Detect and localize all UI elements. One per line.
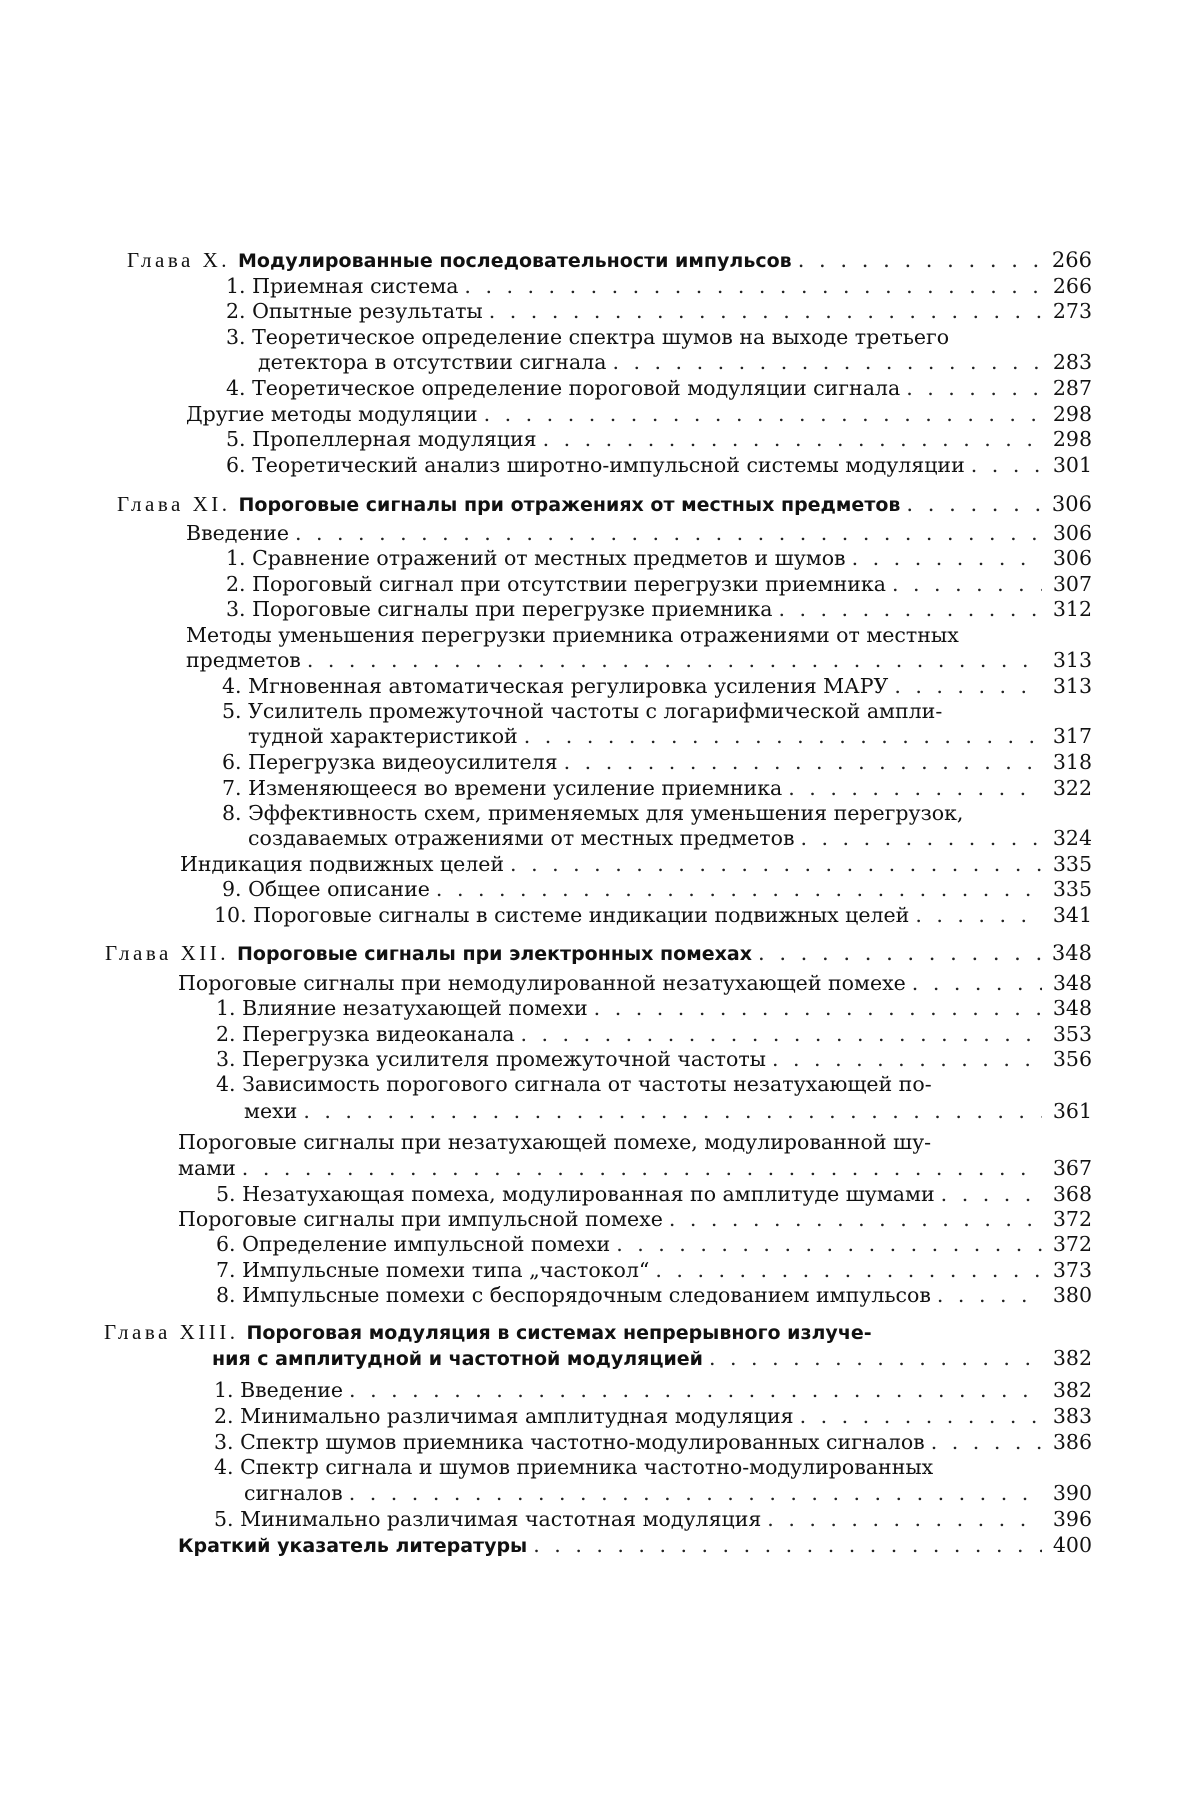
toc-entry (258, 350, 1092, 375)
entry-title: 10. Пороговые сигналы в системе индикации подвижных целей (214, 903, 910, 927)
chapter-12-heading (105, 941, 1092, 967)
entry-title: 1. Сравнение отражений от местных предметов и шумов (226, 546, 846, 570)
entry-title: 3. Пороговые сигналы при перегрузке приемника (226, 597, 773, 621)
page-number: 386 (1052, 1430, 1092, 1454)
chapter-title: Пороговые сигналы при электронных помехах (236, 943, 752, 965)
dot-leader (616, 1232, 1042, 1257)
dot-leader (349, 1481, 1042, 1506)
entry-title: 6. Теоретический анализ широтно-импульсной системы модуляции (226, 453, 965, 477)
toc-section (186, 648, 1092, 673)
entry-title: 7. Импульсные помехи типа „частокол“ (216, 1258, 650, 1282)
dot-leader (489, 299, 1042, 324)
dot-leader (533, 1533, 1042, 1558)
page-number: 367 (1052, 1156, 1092, 1180)
entry-title: 8. Импульсные помехи с беспорядочным следованием импульсов (216, 1283, 931, 1307)
page-number: 380 (1052, 1283, 1092, 1307)
page-number: 348 (1051, 941, 1092, 965)
page-number: 348 (1052, 971, 1092, 995)
dot-leader (778, 597, 1042, 622)
entry-title: мехи (244, 1099, 298, 1123)
toc-entry (214, 1378, 1092, 1403)
entry-title: тудной характеристикой (248, 724, 518, 748)
chapter-13-heading-continued (212, 1346, 1092, 1372)
entry-title: 6. Перегрузка видеоусилителя (222, 750, 558, 774)
page-number: 322 (1052, 776, 1092, 800)
toc-entry-continued: 4. Зависимость порогового сигнала от частоты незатухающей по- (216, 1072, 932, 1096)
chapter-10-heading (127, 248, 1092, 274)
toc-section-continued: Пороговые сигналы при незатухающей помехе, модулированной шу- (178, 1130, 932, 1154)
page-number: 266 (1051, 248, 1092, 272)
entry-title: Другие методы модуляции (186, 402, 478, 426)
toc-entry-continued: 8. Эффективность схем, применяемых для уменьшения перегрузок, (222, 801, 964, 825)
dot-leader (242, 1156, 1042, 1181)
page-number: 372 (1052, 1232, 1092, 1256)
toc-section (186, 521, 1092, 546)
dot-leader (772, 1047, 1042, 1072)
dot-leader (915, 903, 1042, 928)
dot-leader (892, 572, 1042, 597)
entry-title: 1. Влияние незатухающей помехи (216, 996, 588, 1020)
entry-title: Индикация подвижных целей (180, 852, 505, 876)
entry-title: 1. Введение (214, 1378, 344, 1402)
entry-title: 5. Незатухающая помеха, модулированная по амплитуде шумами (216, 1182, 935, 1206)
toc-entry (226, 572, 1092, 597)
dot-leader (906, 492, 1042, 517)
toc-entry (244, 1099, 1092, 1124)
entry-title: 5. Минимально различимая частотная модуляция (214, 1507, 762, 1531)
entry-title: 3. Спектр шумов приемника частотно-модулированных сигналов (214, 1430, 925, 1454)
toc-entry (216, 1232, 1092, 1257)
dot-leader (941, 1182, 1042, 1207)
chapter-title-line1: Пороговая модуляция в системах непрерывного излуче- (246, 1322, 872, 1344)
toc-section (178, 1156, 1092, 1181)
dot-leader (484, 402, 1042, 427)
page-number: 382 (1052, 1346, 1092, 1370)
entry-title: 3. Перегрузка усилителя промежуточной частоты (216, 1047, 766, 1071)
page-number: 356 (1052, 1047, 1092, 1071)
chapter-11-heading (117, 492, 1092, 518)
dot-leader (594, 996, 1042, 1021)
dot-leader (788, 776, 1042, 801)
toc-entry (248, 724, 1092, 749)
page-number: 266 (1052, 274, 1092, 298)
dot-leader (852, 546, 1042, 571)
entry-title: 9. Общее описание (222, 877, 430, 901)
chapter-title-line2: ния с амплитудной и частотной модуляцией (212, 1348, 703, 1370)
dot-leader (464, 274, 1042, 299)
toc-section (186, 402, 1092, 427)
dot-leader (564, 750, 1042, 775)
page-number: 307 (1052, 572, 1092, 596)
chapter-title: Модулированные последовательности импульсов (238, 250, 792, 272)
dot-leader (894, 674, 1042, 699)
dot-leader (612, 350, 1042, 375)
toc-entry (216, 1047, 1092, 1072)
dot-leader (295, 521, 1042, 546)
page-number: 373 (1052, 1258, 1092, 1282)
chapter-label: Глава X. (127, 248, 230, 272)
dot-leader (800, 826, 1042, 851)
toc-entry (248, 826, 1092, 851)
toc-entry (222, 877, 1092, 902)
page-number: 341 (1052, 903, 1092, 927)
page-number: 313 (1052, 674, 1092, 698)
page-number: 318 (1052, 750, 1092, 774)
chapter-label: Глава XIII. (104, 1320, 239, 1344)
dot-leader (655, 1258, 1042, 1283)
toc-section (180, 852, 1092, 877)
toc-section (178, 971, 1092, 996)
page-number: 400 (1052, 1533, 1092, 1557)
page-number: 372 (1052, 1207, 1092, 1231)
toc-entry (216, 1283, 1092, 1308)
page-number: 396 (1052, 1507, 1092, 1531)
dot-leader (307, 648, 1042, 673)
toc-entry (222, 674, 1092, 699)
toc-entry (216, 996, 1092, 1021)
toc-entry (216, 1182, 1092, 1207)
toc-entry-continued: 4. Спектр сигнала и шумов приемника частотно-модулированных (214, 1455, 934, 1479)
page-number: 273 (1052, 299, 1092, 323)
page-number: 335 (1052, 852, 1092, 876)
dot-leader (937, 1283, 1042, 1308)
entry-title: мами (178, 1156, 236, 1180)
chapter-label: Глава XII. (105, 941, 229, 965)
dot-leader (709, 1346, 1042, 1371)
page-number: 383 (1052, 1404, 1092, 1428)
page-number: 301 (1052, 453, 1092, 477)
entry-title: 2. Минимально различимая амплитудная модуляция (214, 1404, 794, 1428)
page-number: 361 (1052, 1099, 1092, 1123)
entry-title: 1. Приемная система (226, 274, 459, 298)
dot-leader (912, 971, 1042, 996)
toc-entry-continued: 5. Усилитель промежуточной частоты с логарифмической ампли- (222, 699, 943, 723)
bibliography-entry (178, 1533, 1092, 1559)
entry-title: 2. Пороговый сигнал при отсутствии перегрузки приемника (226, 572, 886, 596)
toc-entry (226, 597, 1092, 622)
page-number: 390 (1052, 1481, 1092, 1505)
dot-leader (520, 1022, 1042, 1047)
page-number: 306 (1052, 546, 1092, 570)
dot-leader (906, 376, 1042, 401)
page-number: 306 (1052, 521, 1092, 545)
page-number: 324 (1052, 826, 1092, 850)
entry-title: сигналов (244, 1481, 343, 1505)
dot-leader (524, 724, 1042, 749)
entry-title: 5. Пропеллерная модуляция (226, 427, 537, 451)
toc-entry (226, 453, 1092, 478)
toc-entry (226, 427, 1092, 452)
page-number: 287 (1052, 376, 1092, 400)
dot-leader (971, 453, 1042, 478)
dot-leader (543, 427, 1042, 452)
toc-entry (244, 1481, 1092, 1506)
dot-leader (303, 1099, 1042, 1124)
page-number: 306 (1051, 492, 1092, 516)
page-number: 335 (1052, 877, 1092, 901)
entry-title: Введение (186, 521, 289, 545)
toc-entry (216, 1022, 1092, 1047)
page-number: 283 (1052, 350, 1092, 374)
entry-title: предметов (186, 648, 301, 672)
entry-title: Краткий указатель литературы (178, 1535, 528, 1557)
page-number: 313 (1052, 648, 1092, 672)
toc-entry (226, 299, 1092, 324)
dot-leader (758, 941, 1042, 966)
entry-title: 6. Определение импульсной помехи (216, 1232, 611, 1256)
dot-leader (767, 1507, 1042, 1532)
toc-entry-continued: 3. Теоретическое определение спектра шумов на выходе третьего (226, 325, 950, 349)
page-number: 368 (1052, 1182, 1092, 1206)
dot-leader (931, 1430, 1042, 1455)
dot-leader (510, 852, 1042, 877)
toc-entry (214, 1430, 1092, 1455)
chapter-13-heading (104, 1320, 872, 1346)
page-number: 317 (1052, 724, 1092, 748)
toc-entry (222, 750, 1092, 775)
page-number: 348 (1052, 996, 1092, 1020)
toc-section-continued: Методы уменьшения перегрузки приемника отражениями от местных (186, 623, 959, 647)
toc-entry (226, 546, 1092, 571)
page-number: 298 (1052, 402, 1092, 426)
toc-entry (216, 1258, 1092, 1283)
toc-section (178, 1207, 1092, 1232)
dot-leader (800, 1404, 1042, 1429)
toc-entry (222, 776, 1092, 801)
entry-title: Пороговые сигналы при импульсной помехе (178, 1207, 663, 1231)
toc-entry (226, 274, 1092, 299)
toc-entry (214, 1507, 1092, 1532)
entry-title: 4. Теоретическое определение пороговой модуляции сигнала (226, 376, 901, 400)
toc-entry (214, 903, 1092, 928)
entry-title: 2. Опытные результаты (226, 299, 483, 323)
entry-title: 7. Изменяющееся во времени усиление приемника (222, 776, 783, 800)
toc-entry (214, 1404, 1092, 1429)
entry-title: Пороговые сигналы при немодулированной незатухающей помехе (178, 971, 906, 995)
page-number: 312 (1052, 597, 1092, 621)
chapter-title: Пороговые сигналы при отражениях от местных предметов (238, 494, 901, 516)
chapter-label: Глава XI. (117, 492, 231, 516)
page-number: 382 (1052, 1378, 1092, 1402)
toc-entry (226, 376, 1092, 401)
dot-leader (436, 877, 1042, 902)
dot-leader (349, 1378, 1042, 1403)
entry-title: создаваемых отражениями от местных предметов (248, 826, 795, 850)
entry-title: детектора в отсутствии сигнала (258, 350, 607, 374)
page-number: 298 (1052, 427, 1092, 451)
entry-title: 4. Мгновенная автоматическая регулировка усиления МАРУ (222, 674, 889, 698)
page-number: 353 (1052, 1022, 1092, 1046)
entry-title: 2. Перегрузка видеоканала (216, 1022, 515, 1046)
dot-leader (798, 248, 1042, 273)
dot-leader (669, 1207, 1042, 1232)
